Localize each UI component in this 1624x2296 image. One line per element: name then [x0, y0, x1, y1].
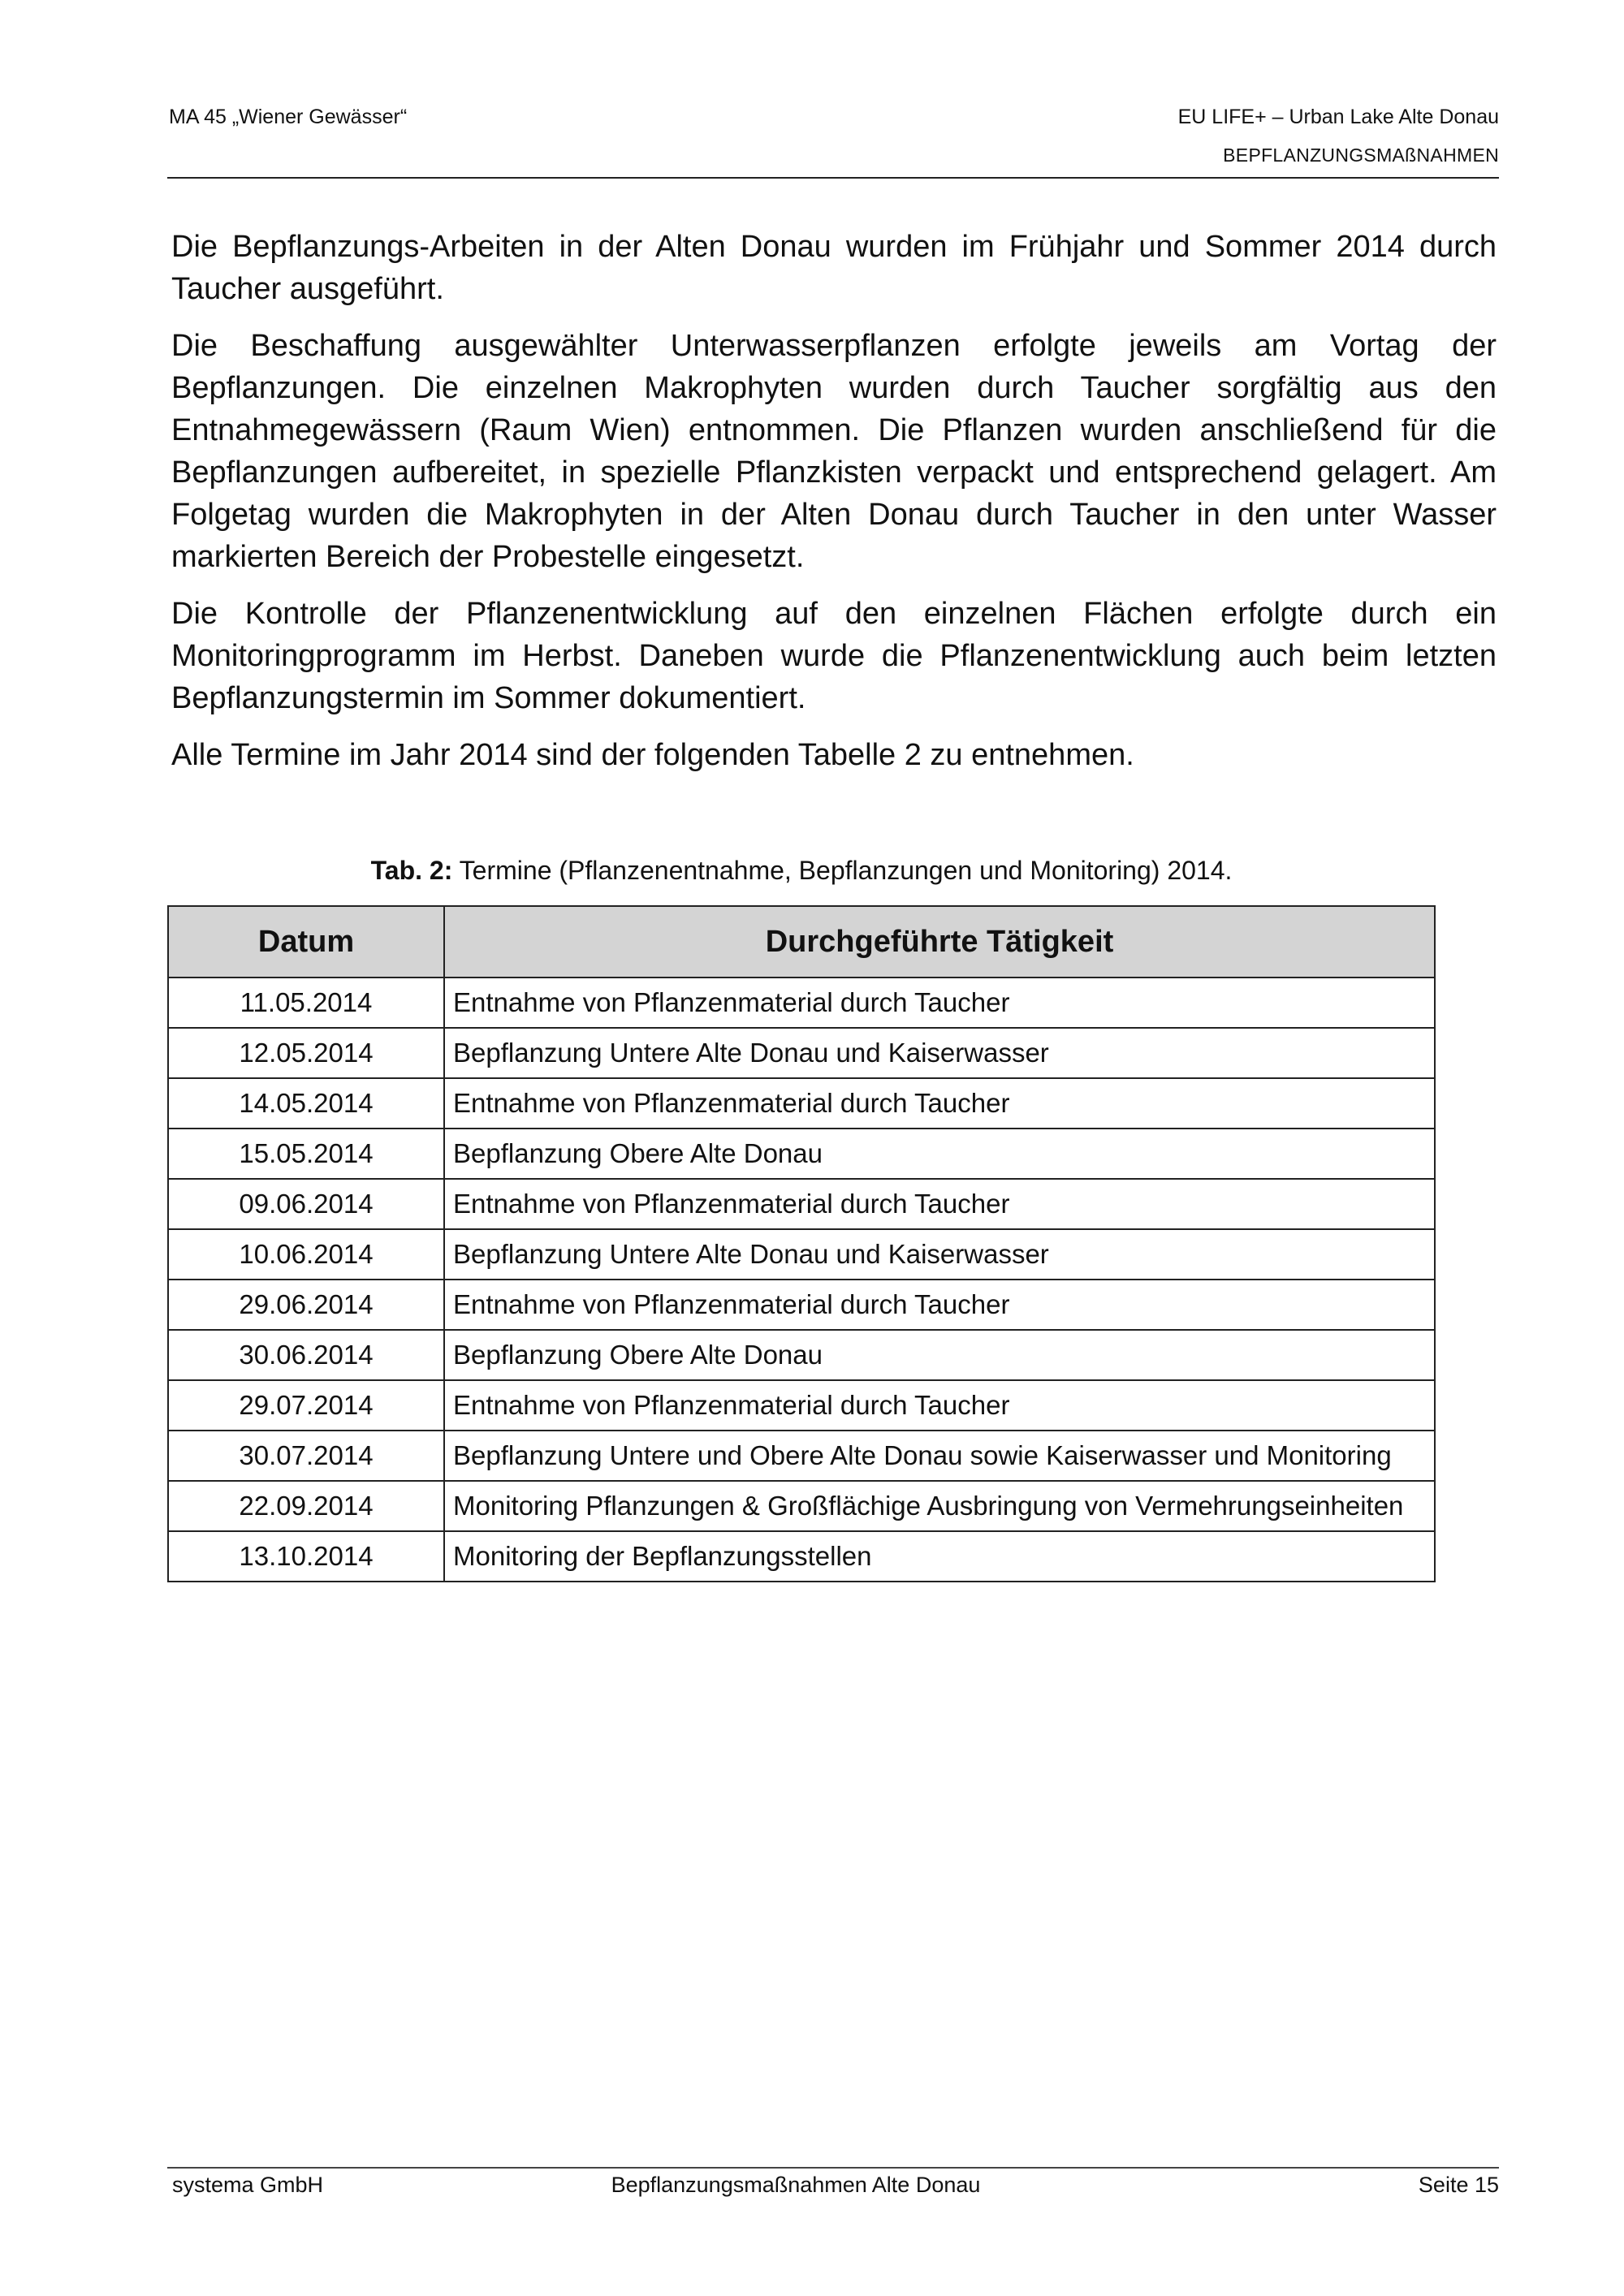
date-cell: 15.05.2014 — [168, 1129, 444, 1179]
activity-cell: Bepflanzung Obere Alte Donau — [444, 1330, 1435, 1380]
activity-cell: Monitoring der Bepflanzungsstellen — [444, 1531, 1435, 1582]
activity-cell: Entnahme von Pflanzenmaterial durch Taucher — [444, 978, 1435, 1028]
date-cell: 13.10.2014 — [168, 1531, 444, 1582]
date-cell: 10.06.2014 — [168, 1229, 444, 1280]
date-cell: 11.05.2014 — [168, 978, 444, 1028]
table-row — [168, 1380, 1435, 1431]
activity-cell: Entnahme von Pflanzenmaterial durch Taucher — [444, 1380, 1435, 1431]
footer-divider — [167, 2167, 1499, 2169]
table-row — [168, 1229, 1435, 1280]
table-row — [168, 1129, 1435, 1179]
body-text — [171, 226, 1497, 791]
page-number: Seite 15 — [1418, 2173, 1499, 2197]
column-header-date: Datum — [168, 906, 444, 978]
date-cell: 30.07.2014 — [168, 1431, 444, 1481]
activity-cell: Entnahme von Pflanzenmaterial durch Taucher — [444, 1179, 1435, 1229]
table-row — [168, 1330, 1435, 1380]
table-header-row — [168, 906, 1435, 978]
table-row — [168, 1179, 1435, 1229]
table-row — [168, 1280, 1435, 1330]
paragraph: Die Kontrolle der Pflanzenentwicklung auf den einzelnen Flächen erfolgte durch ein Monitoringprogramm im Herbst. Daneben wurde die Pflanzenentwicklung auch beim letzten Bepflanzungstermin im Sommer dokumentiert. — [171, 597, 1497, 715]
footer-company: systema GmbH — [172, 2173, 324, 2197]
paragraph: Die Beschaffung ausgewählter Unterwasserpflanzen erfolgte jeweils am Vortag der Bepflanzungen. Die einzelnen Makrophyten wurden durch Taucher sorgfältig aus den Entnahmegewässern (Raum Wien) entnommen. Die Pflanzen wurden anschließend für die Bepflanzungen aufbereitet, in spezielle Pflanzkisten verpackt und entsprechend gelagert. Am Folgetag wurden die Makrophyten in der Alten Donau durch Taucher in den unter Wasser markierten Bereich der Probestelle eingesetzt. — [171, 329, 1497, 574]
activity-cell: Bepflanzung Untere und Obere Alte Donau sowie Kaiserwasser und Monitoring — [444, 1431, 1435, 1481]
date-cell: 22.09.2014 — [168, 1481, 444, 1531]
paragraph: Die Bepflanzungs-Arbeiten in der Alten Donau wurden im Frühjahr und Sommer 2014 durch Taucher ausgeführt. — [171, 230, 1497, 306]
activity-cell: Entnahme von Pflanzenmaterial durch Taucher — [444, 1078, 1435, 1129]
table-row — [168, 1078, 1435, 1129]
header-project-title: EU LIFE+ – Urban Lake Alte Donau — [1177, 106, 1499, 128]
activity-cell: Bepflanzung Untere Alte Donau und Kaiserwasser — [444, 1028, 1435, 1078]
date-cell: 30.06.2014 — [168, 1330, 444, 1380]
table-row — [168, 1028, 1435, 1078]
header-divider — [167, 177, 1499, 179]
activity-cell: Monitoring Pflanzungen & Großflächige Ausbringung von Vermehrungseinheiten — [444, 1481, 1435, 1531]
activity-cell: Bepflanzung Obere Alte Donau — [444, 1129, 1435, 1179]
column-header-activity: Durchgeführte Tätigkeit — [444, 906, 1435, 978]
activity-cell: Entnahme von Pflanzenmaterial durch Taucher — [444, 1280, 1435, 1330]
paragraph: Alle Termine im Jahr 2014 sind der folgenden Tabelle 2 zu entnehmen. — [171, 738, 1134, 772]
date-cell: 29.06.2014 — [168, 1280, 444, 1330]
date-cell: 14.05.2014 — [168, 1078, 444, 1129]
footer-document-title: Bepflanzungsmaßnahmen Alte Donau — [611, 2173, 981, 2197]
header-organization: MA 45 „Wiener Gewässer“ — [169, 106, 408, 128]
table-caption-label: Tab. 2: — [370, 856, 453, 885]
table-row — [168, 978, 1435, 1028]
date-cell: 09.06.2014 — [168, 1179, 444, 1229]
date-cell: 12.05.2014 — [168, 1028, 444, 1078]
table-row — [168, 1481, 1435, 1531]
table-caption-text: Termine (Pflanzenentnahme, Bepflanzungen und Monitoring) 2014. — [452, 856, 1233, 885]
table-caption — [167, 856, 1436, 886]
date-cell: 29.07.2014 — [168, 1380, 444, 1431]
header-section-title: BEPFLANZUNGSMAßNAHMEN — [1223, 145, 1499, 166]
table-row — [168, 1531, 1435, 1582]
schedule-table — [167, 905, 1436, 1582]
activity-cell: Bepflanzung Untere Alte Donau und Kaiserwasser — [444, 1229, 1435, 1280]
table-row — [168, 1431, 1435, 1481]
